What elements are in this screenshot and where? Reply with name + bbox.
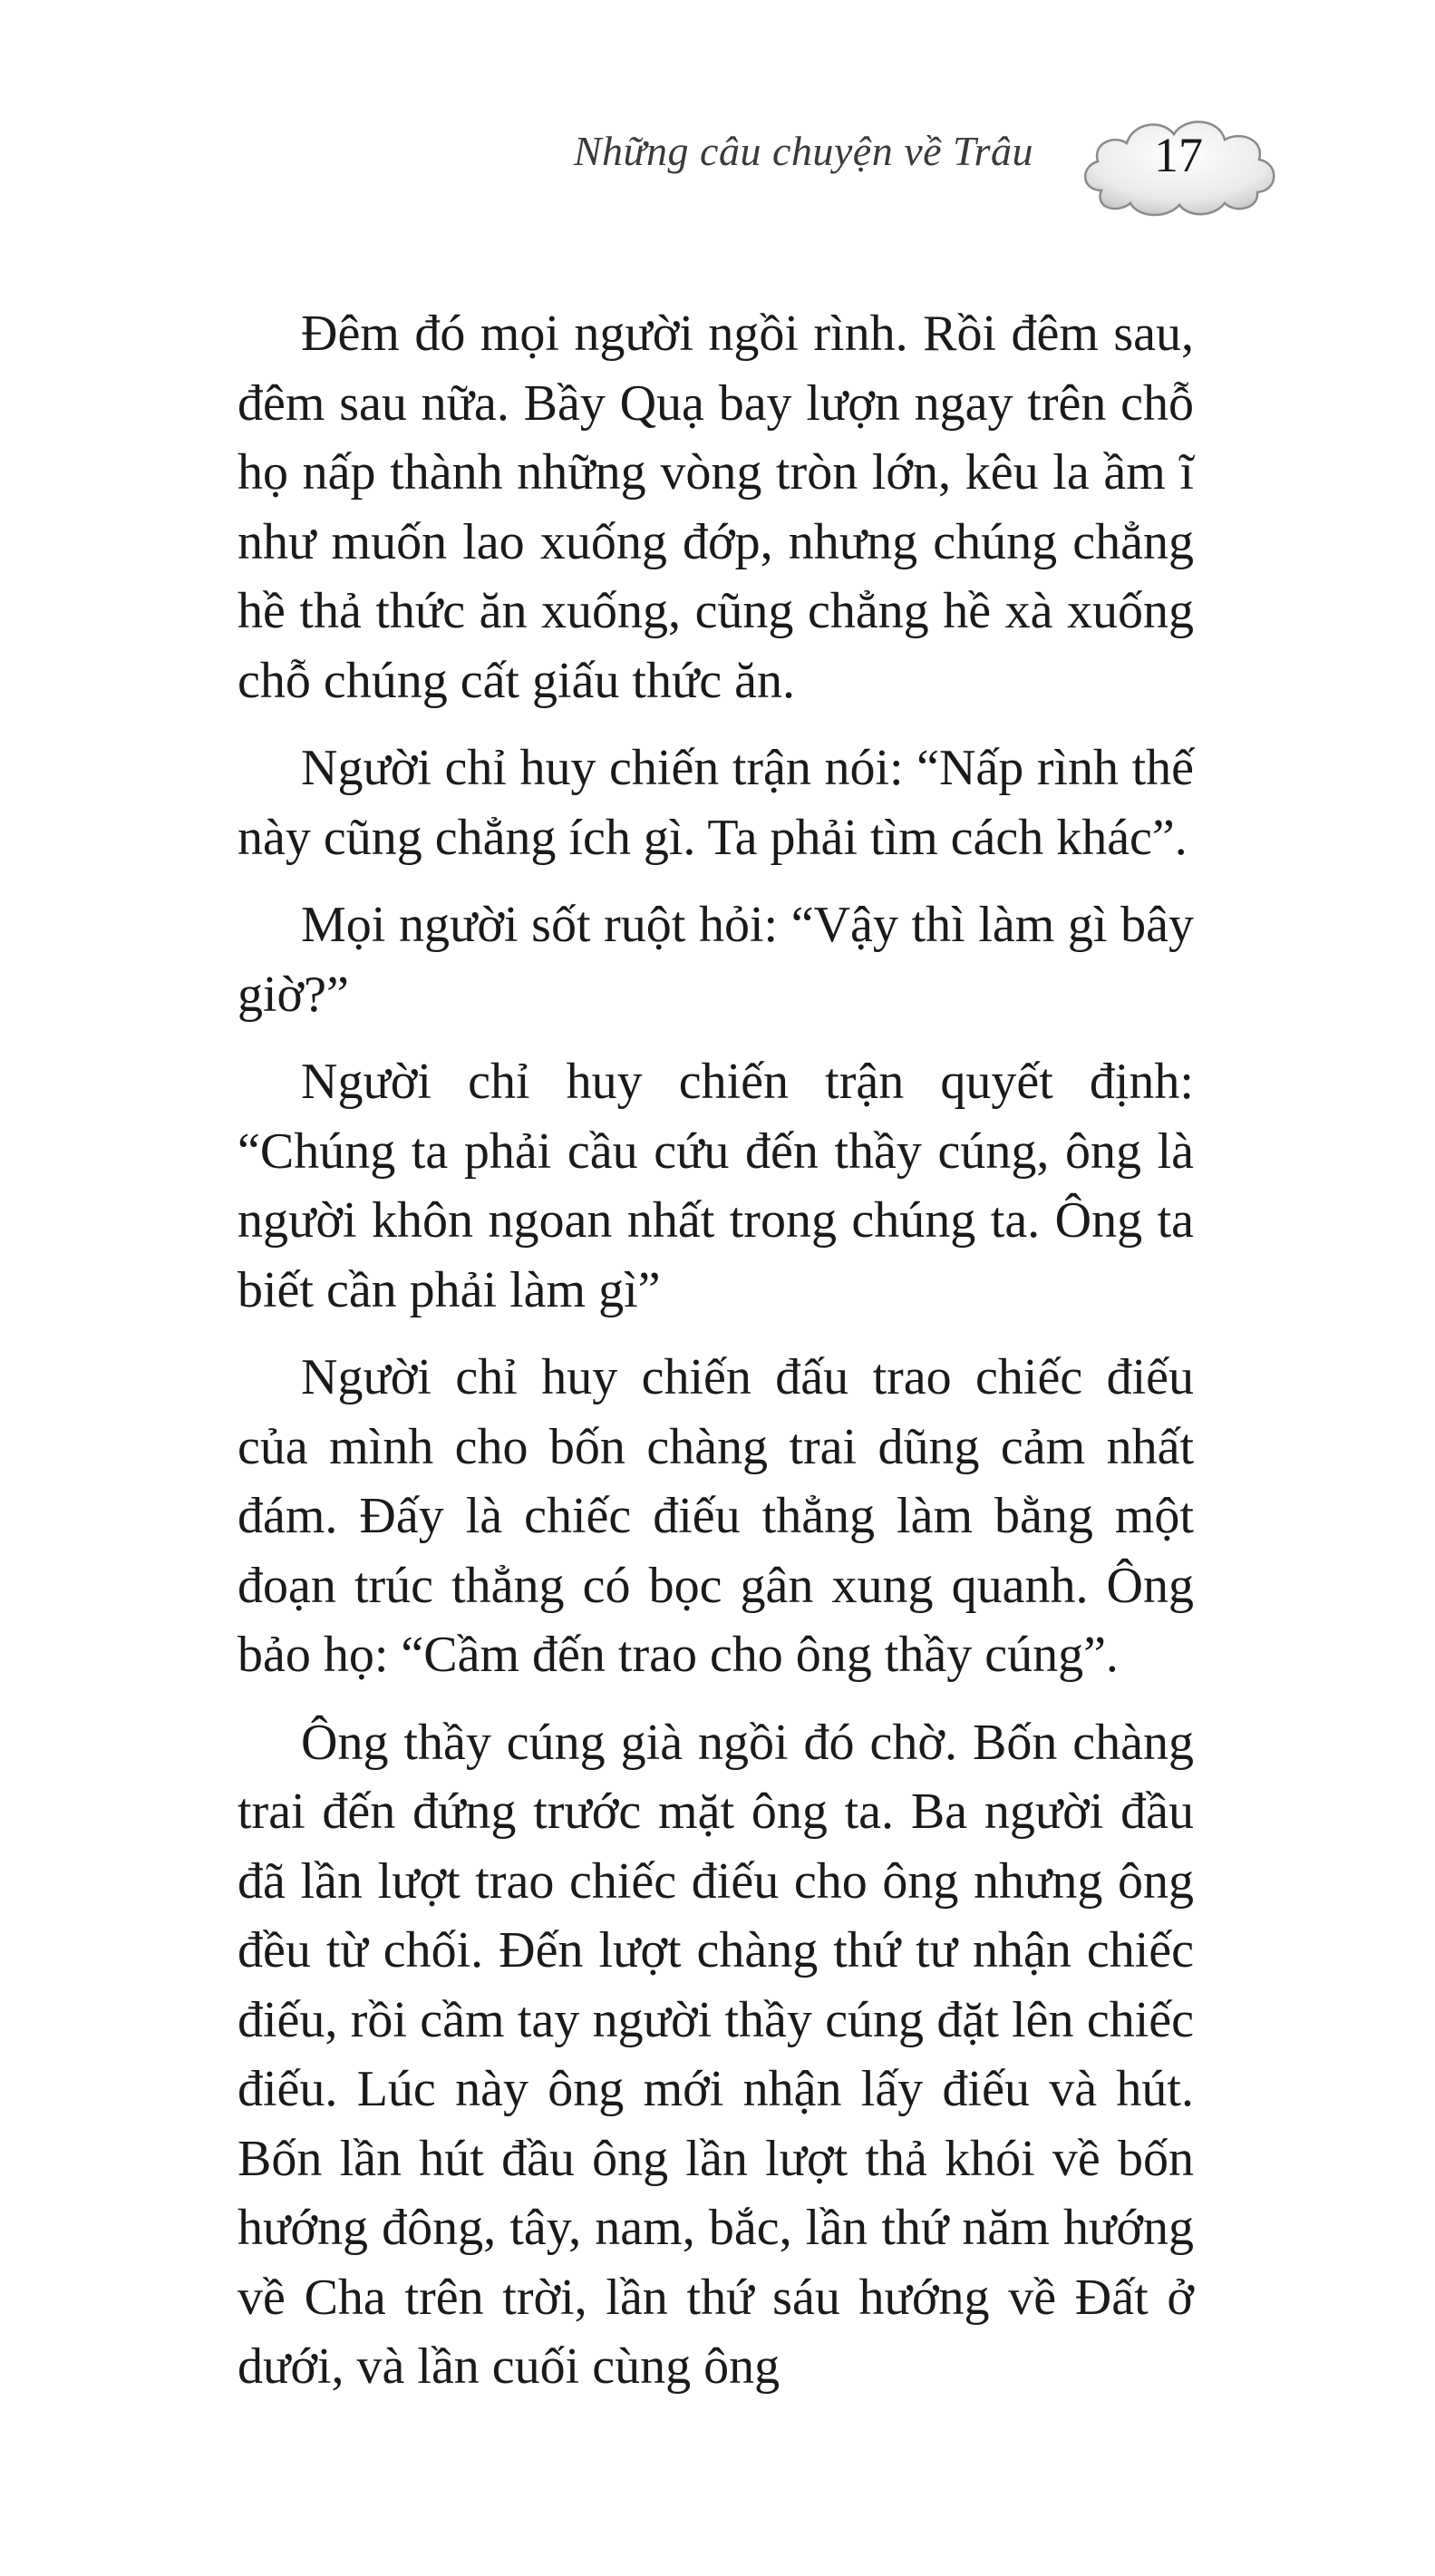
paragraph: Người chỉ huy chiến đấu trao chiếc điếu của mình cho bốn chàng trai dũng cảm nhất đám. Đấy là chiếc điếu thẳng làm bằng một đoạn trúc thẳng có bọc gân xung quanh. Ông bảo họ: “Cầm đến trao cho ông thầy cúng”.: [238, 1349, 1194, 1683]
paragraph: Ông thầy cúng già ngồi đó chờ. Bốn chàng trai đến đứng trước mặt ông ta. Ba người đầu đã lần lượt trao chiếc điếu cho ông nhưng ông đều từ chối. Đến lượt chàng thứ tư nhận chiếc điếu, rồi cầm tay người thầy cúng đặt lên chiếc điếu. Lúc này ông mới nhận lấy điếu và hút. Bốn lần hút đầu ông lần lượt thả khói về bốn hướng đông, tây, nam, bắc, lần thứ năm hướng về Cha trên trời, lần thứ sáu hướng về Đất ở dưới, và lần cuối cùng ông: [238, 1714, 1194, 2395]
paragraph: Người chỉ huy chiến trận quyết định: “Chúng ta phải cầu cứu đến thầy cúng, ông là người khôn ngoan nhất trong chúng ta. Ông ta biết cần phải làm gì”: [238, 1054, 1194, 1318]
paragraph: Người chỉ huy chiến trận nói: “Nấp rình thế này cũng chẳng ích gì. Ta phải tìm cách khác”.: [238, 740, 1194, 866]
body-text: [238, 299, 1194, 2420]
running-header-title: Những câu chuyện về Trâu: [573, 128, 1033, 174]
paragraph: Mọi người sốt ruột hỏi: “Vậy thì làm gì bây giờ?”: [238, 897, 1194, 1023]
page-number: 17: [1154, 128, 1203, 182]
paragraph: Đêm đó mọi người ngồi rình. Rồi đêm sau, đêm sau nữa. Bầy Quạ bay lượn ngay trên chỗ họ nấp thành những vòng tròn lớn, kêu la ầm ĩ như muốn lao xuống đớp, nhưng chúng chẳng hề thả thức ăn xuống, cũng chẳng hề xà xuống chỗ chúng cất giấu thức ăn.: [238, 306, 1194, 709]
